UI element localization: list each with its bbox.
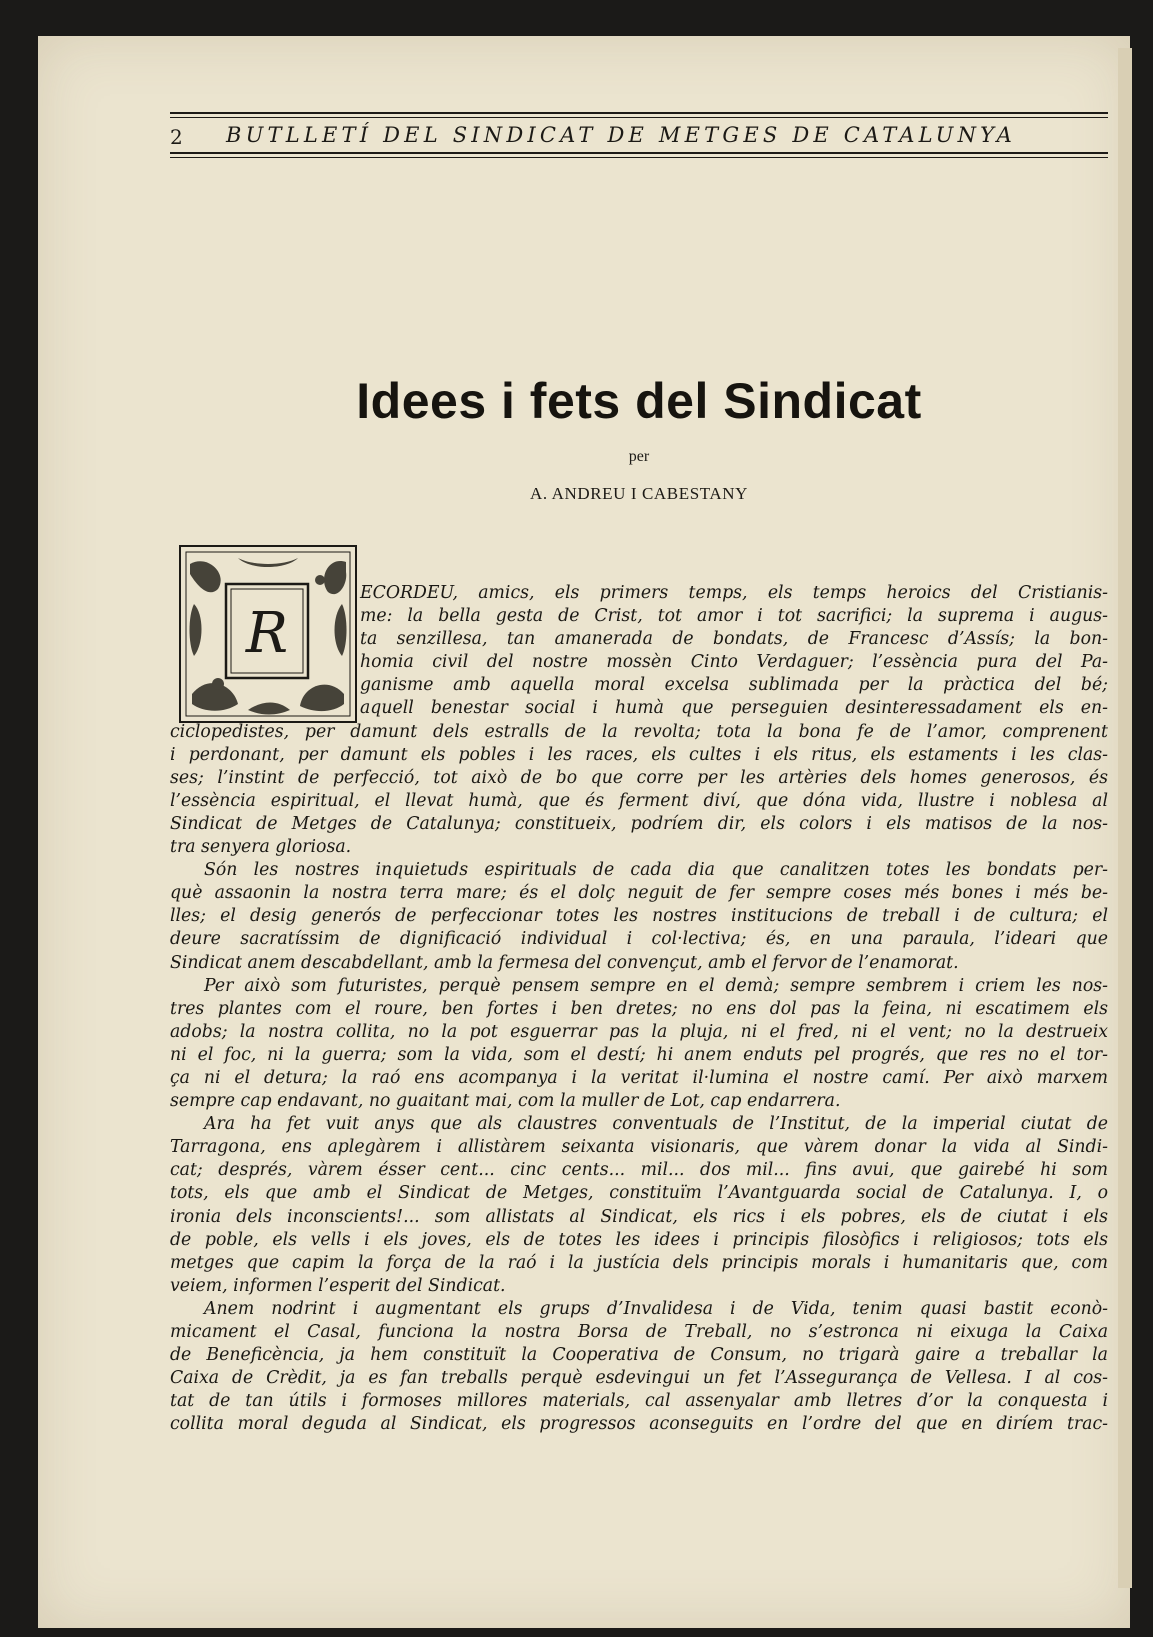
byline-prefix: per bbox=[628, 448, 650, 465]
article-body bbox=[170, 582, 1108, 1436]
body-line: l’essència espiritual, el llevat humà, que és ferment diví, que dóna vida, llustre i noblesa al bbox=[170, 790, 1108, 811]
body-line: ciclopedistes, per damunt dels estralls de la revolta; tota la bona fe de l’amor, comprenent bbox=[170, 721, 1108, 742]
body-line: ni el foc, ni la guerra; som la vida, som el destí; hi anem enduts pel progrés, que res no el tor- bbox=[170, 1044, 1108, 1065]
body-line: deure sacratíssim de dignificació individual i col·lectiva; és, en una paraula, l’ideari que bbox=[170, 929, 1108, 950]
body-line: tots, els que amb el Sindicat de Metges, constituïm l’Avantguarda social de Catalunya. I, o bbox=[170, 1183, 1108, 1204]
body-line: Caixa de Crèdit, ja es fan treballs perquè esdevingui un fet l’Assegurança de Vellesa. I al cos- bbox=[170, 1368, 1108, 1389]
body-line: Tarragona, ens aplegàrem i allistàrem seixanta visionaris, que vàrem donar la vida al Sindi- bbox=[170, 1137, 1108, 1158]
body-line: tres plantes com el roure, ben fortes i ben dretes; no ens dol pas la feina, ni escatimem els bbox=[170, 998, 1108, 1019]
body-line: de poble, els vells i els joves, els de totes les idees i principis filosòfics i religiosos; tots els bbox=[170, 1229, 1108, 1250]
drop-cap-letter: R bbox=[245, 601, 289, 666]
header-rule bbox=[170, 112, 1108, 114]
body-line: tra senyera gloriosa. bbox=[170, 837, 352, 858]
header-rule bbox=[170, 152, 1108, 154]
article-title: Idees i fets del Sindicat bbox=[356, 373, 922, 429]
body-line: ECORDEU, amics, els primers temps, els temps heroics del Cristianis- bbox=[360, 583, 1108, 603]
body-line: ironia dels inconscients!... som allistats al Sindicat, els rics i els pobres, els de ciutat i els bbox=[170, 1206, 1108, 1227]
body-line: Ara ha fet vuit anys que als claustres conventuals de l’Institut, de la imperial ciutat de bbox=[204, 1114, 1108, 1135]
body-line: Són les nostres inquietuds espirituals de cada dia que canalitzen totes les bondats per- bbox=[204, 860, 1108, 881]
body-line: ses; l’instint de perfecció, tot això de bo que corre per les artèries dels homes generosos, és bbox=[170, 767, 1108, 788]
body-line: de Beneficència, ja hem constituït la Cooperativa de Consum, no trigarà gaire a treballar la bbox=[170, 1345, 1108, 1366]
body-line: ta senzillesa, tan amanerada de bondats, de Francesc d’Assís; la bon- bbox=[360, 629, 1108, 650]
body-line: aquell benestar social i humà que perseguien desinteressadament els en- bbox=[360, 698, 1108, 719]
body-line: Per això som futuristes, perquè pensem sempre en el demà; sempre sembrem i criem les nos- bbox=[204, 975, 1108, 996]
body-line: veiem, informen l’esperit del Sindicat. bbox=[170, 1275, 506, 1296]
header-rule bbox=[170, 157, 1108, 158]
header-rule bbox=[170, 117, 1108, 118]
body-line: micament el Casal, funciona la nostra Borsa de Treball, no s’estronca ni eixuga la Caixa bbox=[170, 1322, 1108, 1342]
body-line: homia civil del nostre mossèn Cinto Verdaguer; l’essència pura del Pa- bbox=[360, 652, 1108, 673]
body-line: i perdonant, per damunt els pobles i les races, els cultes i els ritus, els estaments i les clas- bbox=[170, 744, 1108, 765]
body-line: lles; el desig generós de perfeccionar totes les nostres institucions de treball i de cultura; el bbox=[170, 906, 1108, 927]
body-line: ganisme amb aquella moral excelsa sublimada per la pràctica del bé; bbox=[360, 675, 1108, 696]
running-head bbox=[170, 112, 1108, 160]
body-line: ça ni el detura; la raó ens acompanya i la veritat il·lumina el nostre camí. Per això marxem bbox=[170, 1067, 1108, 1088]
body-line: adobs; la nostra collita, no la pot esguerrar pas la pluja, ni el fred, ni el vent; no la destrueix bbox=[170, 1021, 1108, 1042]
body-line: què assaonin la nostra terra mare; és el dolç neguit de fer sempre coses més bones i més be- bbox=[170, 883, 1108, 904]
body-line: cat; després, vàrem ésser cent... cinc cents... mil... dos mil... fins avui, que gairebé hi som bbox=[170, 1160, 1108, 1181]
body-line: Anem nodrint i augmentant els grups d’Invalidesa i de Vida, tenim quasi bastit econò- bbox=[204, 1298, 1108, 1319]
body-line: metges que capim la força de la raó i la justícia dels principis morals i humanitaris que, com bbox=[170, 1252, 1108, 1273]
body-line: tat de tan útils i formoses millores materials, cal assenyalar amb lletres d’or la conquesta i bbox=[170, 1391, 1108, 1412]
body-line: collita moral deguda al Sindicat, els progressos aconseguits en l’ordre del que en diríem trac- bbox=[170, 1414, 1108, 1435]
article-author: A. ANDREU I CABESTANY bbox=[529, 484, 749, 503]
body-line: Sindicat anem descabdellant, amb la fermesa del convençut, amb el fervor de l’enamorat. bbox=[170, 952, 959, 973]
page-number: 2 bbox=[170, 125, 183, 149]
body-line: sempre cap endavant, no guaitant mai, com la muller de Lot, cap endarrera. bbox=[170, 1091, 841, 1112]
publication-title: BUTLLETÍ DEL SINDICAT DE METGES DE CATALUNYA bbox=[226, 123, 1016, 147]
body-line: Sindicat de Metges de Catalunya; constitueix, podríem dir, els colors i els matisos de la nos- bbox=[170, 813, 1108, 834]
body-line: me: la bella gesta de Crist, tot amor i tot sacrifici; la suprema i augus- bbox=[360, 606, 1108, 627]
page-edge bbox=[1118, 48, 1132, 1588]
